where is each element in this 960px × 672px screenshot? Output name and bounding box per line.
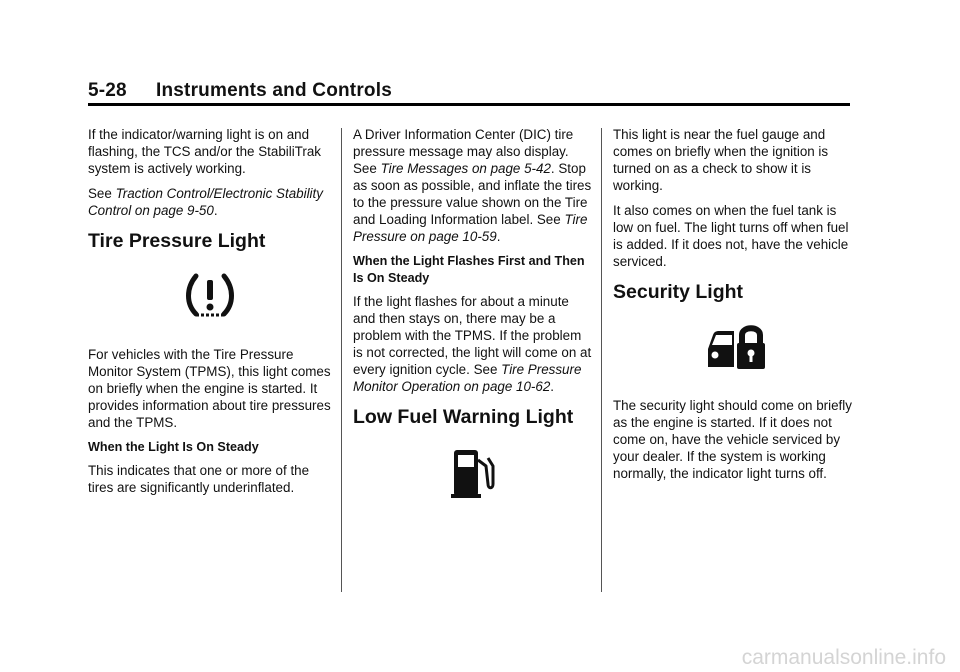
section-heading: Security Light xyxy=(613,281,744,303)
cross-reference-link[interactable]: Tire Messages on page 5-42 xyxy=(380,161,551,176)
paragraph: The security light should come on briefly as the engine is started. If it does not come on, have the vehicle serviced by your dealer. If the system is working normally, the indicator light turns off. xyxy=(613,398,852,481)
paragraph: This indicates that one or more of the tires are significantly underinflated. xyxy=(88,463,310,495)
page-header xyxy=(88,80,848,102)
cross-reference-link[interactable]: Traction Control/Electronic Stability Control on page 9-50 xyxy=(88,186,323,218)
paragraph: It also comes on when the fuel tank is low on fuel. The light turns off when fuel is added. If it does not, have the vehicle serviced. xyxy=(613,203,849,269)
paragraph: For vehicles with the Tire Pressure Monitor System (TPMS), this light comes on briefly when the engine is started. It provides information about tire pressures and the TPMS. xyxy=(88,347,331,430)
car-lock-icon xyxy=(704,319,768,375)
watermark: carmanualsonline.info xyxy=(741,646,946,669)
paragraph: A Driver Information Center (DIC) tire pressure message may also display. See Tire Messages on page 5-42. Stop as soon as possible, and inflate the tires to the pressure value shown on the Tire and Loading Information label. See Tire Pressure on page 10-59. xyxy=(353,127,592,244)
paragraph: See Traction Control/Electronic Stability Control on page 9-50. xyxy=(88,186,323,218)
column-divider xyxy=(601,128,602,592)
chapter-title: Instruments and Controls xyxy=(156,80,392,101)
tire-pressure-icon xyxy=(182,268,238,324)
column-3 xyxy=(613,126,858,490)
header-rule xyxy=(88,103,850,106)
column-divider xyxy=(341,128,342,592)
paragraph: If the light flashes for about a minute and then stays on, there may be a problem with the TPMS. If the problem is not corrected, the light will come on at every ignition cycle. See Tire Pressure Monitor Operation on page 10-62. xyxy=(353,294,592,394)
cross-reference-link[interactable]: Tire Pressure on page 10-59 xyxy=(353,212,588,244)
section-heading: Tire Pressure Light xyxy=(88,230,266,252)
column-1 xyxy=(88,126,331,504)
paragraph: If the indicator/warning light is on and flashing, the TCS and/or the StabiliTrak system is actively working. xyxy=(88,127,321,176)
column-2 xyxy=(353,126,593,522)
subheading: When the Light Is On Steady xyxy=(88,440,259,454)
section-heading: Low Fuel Warning Light xyxy=(353,406,574,428)
paragraph: This light is near the fuel gauge and comes on briefly when the ignition is turned on as a check to show it is working. xyxy=(613,127,829,193)
page-number: 5-28 xyxy=(88,80,127,101)
fuel-pump-icon xyxy=(448,444,498,500)
subheading: When the Light Flashes First and Then Is On Steady xyxy=(353,254,585,285)
cross-reference-link[interactable]: Tire Pressure Monitor Operation on page 10-62 xyxy=(353,362,582,394)
